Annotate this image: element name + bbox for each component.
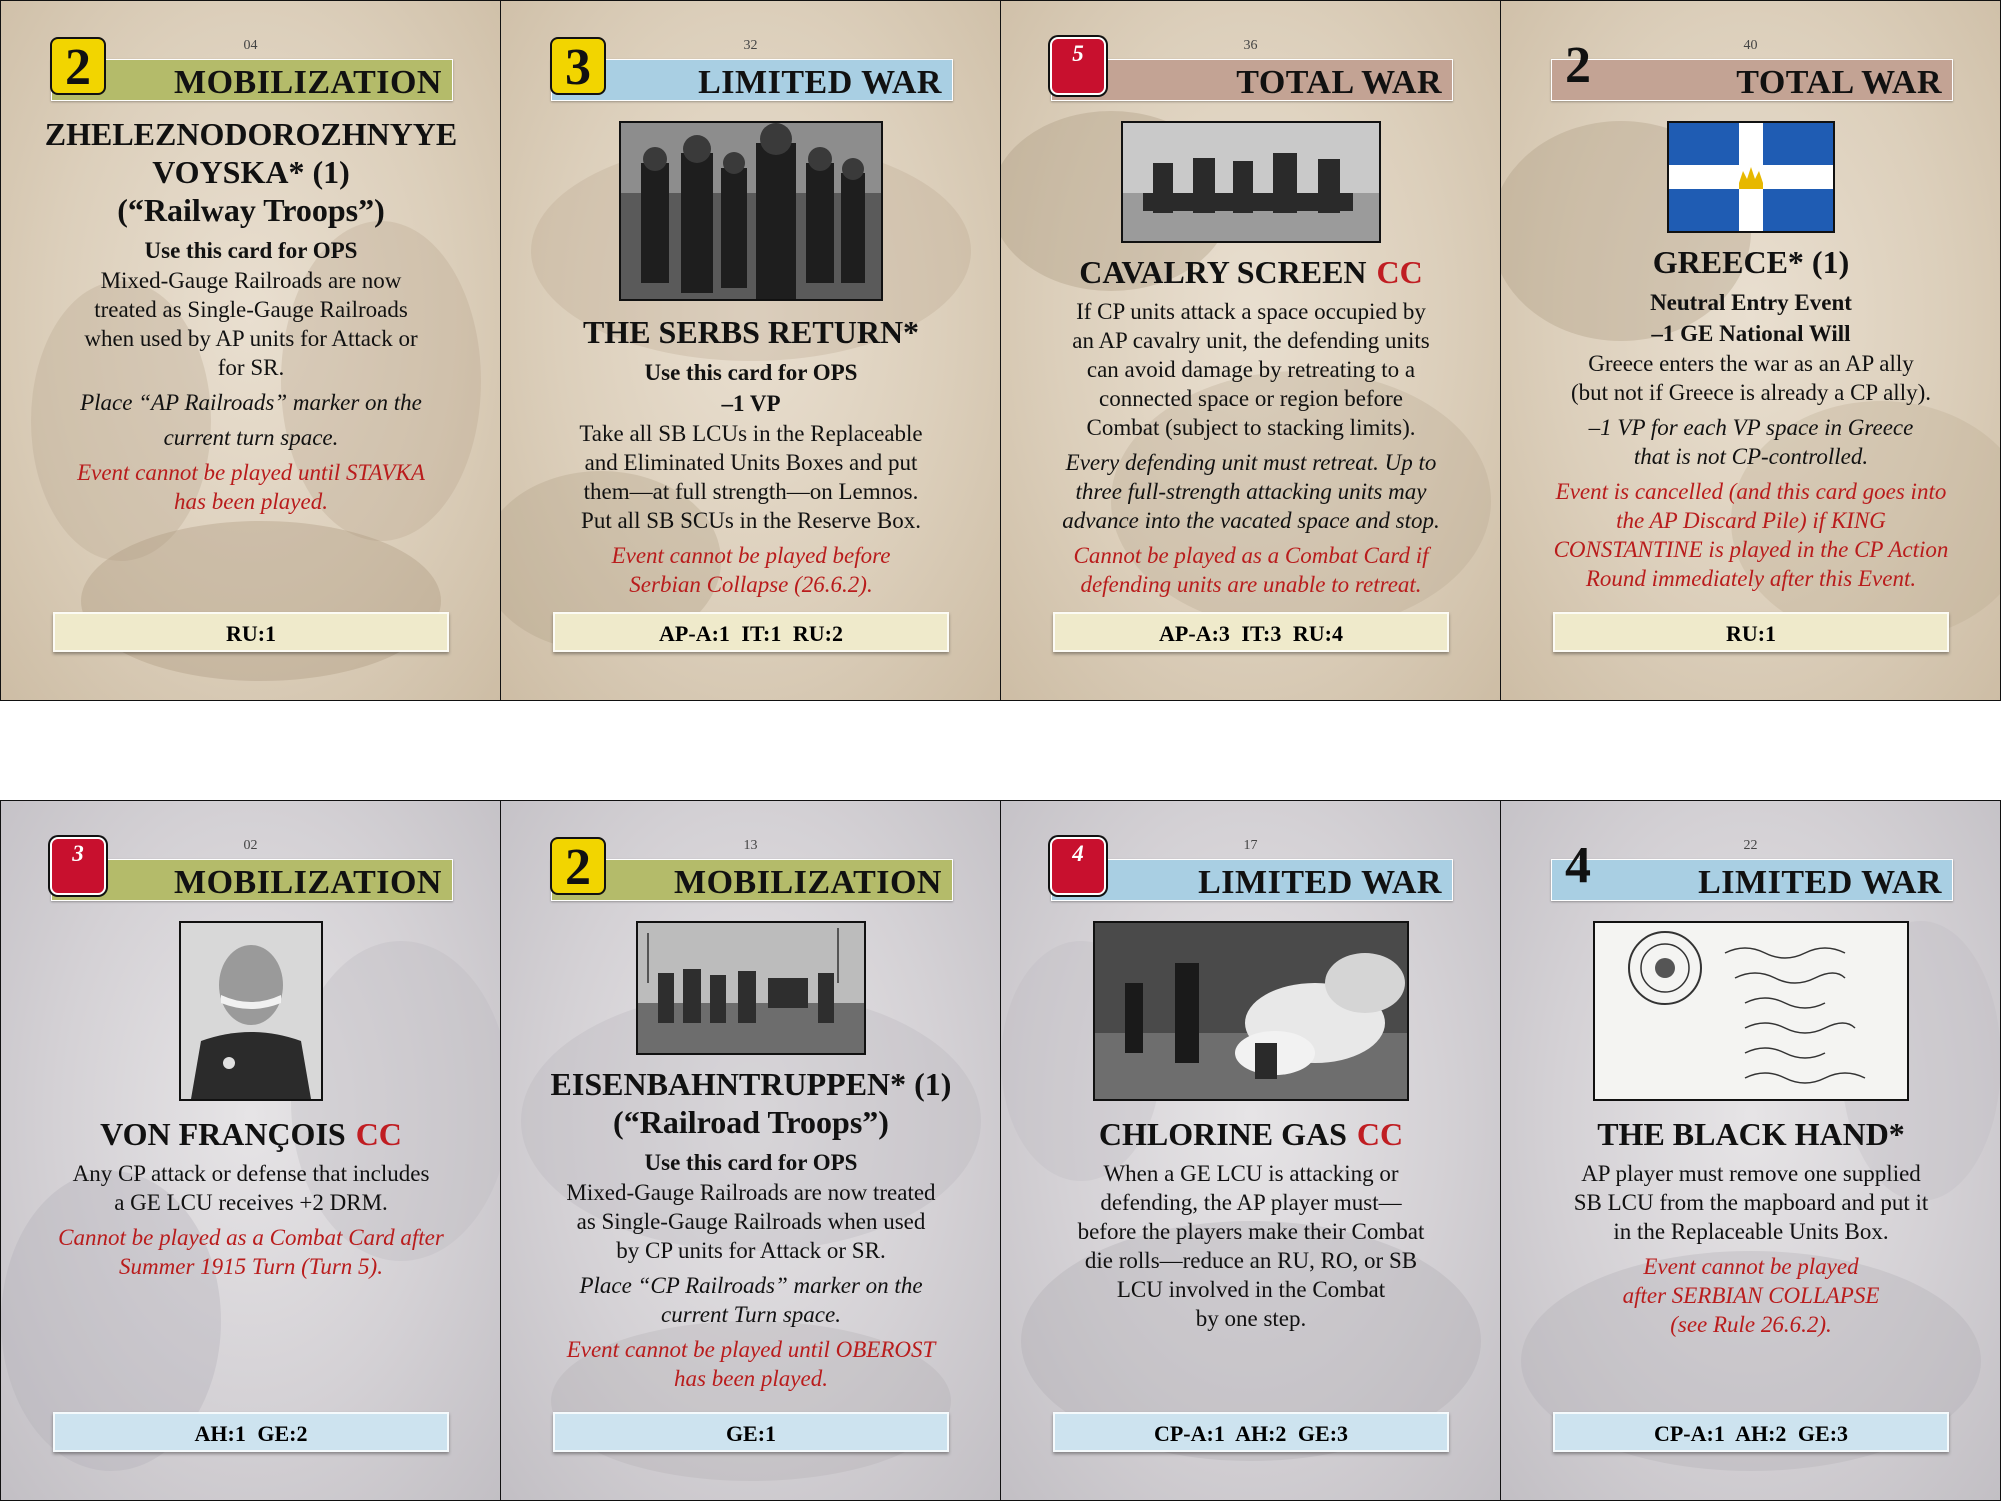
restriction-text-line: CONSTANTINE is played in the CP Action: [1553, 537, 1949, 562]
event-text-line: and Eliminated Units Boxes and put: [584, 450, 918, 475]
ops-only-note: Use this card for OPS: [144, 238, 358, 263]
restriction-text-line: Cannot be played as a Combat Card if: [1073, 543, 1429, 568]
event-text-line: Mixed-Gauge Railroads are now: [100, 268, 402, 293]
restriction-text-line: Summer 1915 Turn (Turn 5).: [119, 1254, 383, 1279]
restriction-text-line: after SERBIAN COLLAPSE: [1622, 1283, 1880, 1308]
card-title: VON FRANÇOIS: [100, 1116, 346, 1152]
vp-line: –1 VP: [721, 391, 781, 416]
card-title: CHLORINE GAS: [1098, 1116, 1347, 1152]
card-text: [1531, 921, 1971, 1339]
gas-release-photo: [1093, 921, 1409, 1101]
restriction-text-line: the AP Discard Pile) if KING: [1616, 508, 1886, 533]
card-text: [531, 121, 971, 599]
ops-only-note: Use this card for OPS: [644, 1150, 858, 1175]
event-text-line: before the players make their Combat: [1077, 1219, 1425, 1244]
era-banner: [1551, 59, 1953, 101]
replacement-footer: AP-A:1 IT:1 RU:2: [553, 612, 949, 652]
restriction-text-line: Event cannot be played: [1643, 1254, 1859, 1279]
combat-card-tag: CC: [355, 1116, 402, 1152]
era-label: LIMITED WAR: [1698, 864, 1942, 901]
italic-text-line: Place “AP Railroads” marker on the: [80, 390, 422, 415]
signed-document: [1593, 921, 1909, 1101]
event-text-line: an AP cavalry unit, the defending units: [1072, 328, 1430, 353]
card-40[interactable]: [1500, 0, 2001, 701]
ops-value-badge: 2: [550, 837, 606, 895]
italic-text-line: current Turn space.: [661, 1302, 841, 1327]
event-text-line: Put all SB SCUs in the Reserve Box.: [581, 508, 921, 533]
card-13[interactable]: [500, 800, 1001, 1501]
event-text-line: by CP units for Attack or SR.: [616, 1238, 886, 1263]
card-text: [1031, 121, 1471, 599]
card-32[interactable]: [500, 0, 1001, 701]
restriction-text-line: Round immediately after this Event.: [1585, 566, 1917, 591]
card-number: 40: [1743, 38, 1758, 53]
event-text-line: as Single-Gauge Railroads when used: [576, 1209, 926, 1234]
event-text-line: Any CP attack or defense that includes: [72, 1161, 430, 1186]
general-portrait: [179, 921, 323, 1101]
restriction-text-line: has been played.: [674, 1366, 828, 1391]
cavalry-photo: [1121, 121, 1381, 243]
era-label: TOTAL WAR: [1736, 64, 1942, 101]
replacement-footer: AP-A:3 IT:3 RU:4: [1053, 612, 1449, 652]
card-title-row: [1031, 1115, 1471, 1153]
card-text: [31, 115, 471, 516]
card-22[interactable]: [1500, 800, 2001, 1501]
combat-card-tag: CC: [1356, 1116, 1404, 1152]
event-text-line: Mixed-Gauge Railroads are now treated: [566, 1180, 936, 1205]
neutral-entry-line: Neutral Entry Event: [1650, 290, 1852, 315]
replacement-footer: RU:1: [1553, 612, 1949, 652]
greek-flag: [1667, 121, 1835, 233]
era-label: TOTAL WAR: [1236, 64, 1442, 101]
event-text-line: SB LCU from the mapboard and put it: [1573, 1190, 1929, 1215]
card-number: 22: [1743, 838, 1758, 853]
restriction-text-line: (see Rule 26.6.2).: [1670, 1312, 1832, 1337]
card-number: 02: [243, 838, 258, 853]
event-text-line: defending, the AP player must—: [1100, 1190, 1402, 1215]
era-label: MOBILIZATION: [174, 64, 442, 101]
railroad-troops-photo: [636, 921, 866, 1055]
replacement-footer: CP-A:1 AH:2 GE:3: [1053, 1412, 1449, 1452]
card-number: 04: [243, 38, 258, 53]
card-title: GREECE* (1): [1652, 244, 1850, 280]
marching-soldiers-photo: [619, 121, 883, 301]
restriction-text-line: defending units are unable to retreat.: [1080, 572, 1422, 597]
era-label: MOBILIZATION: [674, 864, 942, 901]
card-title-line: (“Railway Troops”): [117, 192, 385, 228]
ops-value-badge: 2: [50, 37, 106, 95]
card-text: [31, 921, 471, 1281]
event-text-line: can avoid damage by retreating to a: [1086, 357, 1416, 382]
restriction-text-line: Cannot be played as a Combat Card after: [58, 1225, 444, 1250]
card-number: 17: [1243, 838, 1258, 853]
event-text-line: a GE LCU receives +2 DRM.: [114, 1190, 388, 1215]
era-banner: [51, 59, 453, 101]
ops-value-badge: 2: [1565, 37, 1591, 94]
national-will-line: –1 GE National Will: [1651, 321, 1851, 346]
replacement-footer: CP-A:1 AH:2 GE:3: [1553, 1412, 1949, 1452]
italic-text-line: advance into the vacated space and stop.: [1062, 508, 1440, 533]
card-title-row: [31, 1115, 471, 1153]
ops-value-badge: 3: [50, 837, 106, 895]
card-title-line: VOYSKA* (1): [152, 154, 350, 190]
card-title-line: ZHELEZNODOROZHNYYE: [44, 116, 458, 152]
event-text-line: when used by AP units for Attack or: [84, 326, 418, 351]
replacement-footer: AH:1 GE:2: [53, 1412, 449, 1452]
event-text-line: Greece enters the war as an AP ally: [1588, 351, 1914, 376]
restriction-text-line: Serbian Collapse (26.6.2).: [629, 572, 873, 597]
card-text: [1531, 121, 1971, 593]
event-text-line: them—at full strength—on Lemnos.: [583, 479, 919, 504]
card-title: CAVALRY SCREEN: [1079, 254, 1367, 290]
card-04[interactable]: [0, 0, 501, 701]
event-text-line: connected space or region before: [1099, 386, 1403, 411]
italic-text-line: that is not CP-controlled.: [1633, 444, 1869, 469]
event-text-line: Take all SB LCUs in the Replaceable: [579, 421, 923, 446]
event-text-line: (but not if Greece is already a CP ally).: [1571, 380, 1931, 405]
restriction-text-line: Event cannot be played before: [611, 543, 891, 568]
card-17[interactable]: [1000, 800, 1501, 1501]
italic-text-line: Every defending unit must retreat. Up to: [1065, 450, 1437, 475]
card-title-line: (“Railroad Troops”): [613, 1104, 889, 1140]
card-title-line: EISENBAHNTRUPPEN* (1): [550, 1066, 952, 1102]
event-text-line: for SR.: [217, 355, 285, 380]
ops-value-badge: 4: [1565, 837, 1591, 894]
replacement-footer: GE:1: [553, 1412, 949, 1452]
ops-only-note: Use this card for OPS: [644, 360, 858, 385]
restriction-text-line: Event is cancelled (and this card goes into: [1555, 479, 1947, 504]
italic-text-line: three full-strength attacking units may: [1075, 479, 1427, 504]
italic-text-line: –1 VP for each VP space in Greece: [1588, 415, 1914, 440]
restriction-text-line: Event cannot be played until STAVKA: [77, 460, 425, 485]
era-banner: [1551, 859, 1953, 901]
combat-card-tag: CC: [1376, 254, 1423, 290]
card-text: [531, 921, 971, 1393]
italic-text-line: current turn space.: [163, 425, 339, 450]
event-text-line: AP player must remove one supplied: [1581, 1161, 1921, 1186]
card-number: 13: [743, 838, 758, 853]
era-banner: [551, 59, 953, 101]
event-text-line: When a GE LCU is attacking or: [1103, 1161, 1399, 1186]
restriction-text-line: has been played.: [174, 489, 328, 514]
event-text-line: Combat (subject to stacking limits).: [1086, 415, 1416, 440]
card-title: THE BLACK HAND*: [1597, 1116, 1905, 1152]
card-text: [1031, 921, 1471, 1333]
card-row-ap: [0, 0, 2002, 701]
card-36[interactable]: [1000, 0, 1501, 701]
era-banner: [551, 859, 953, 901]
era-banner: [51, 859, 453, 901]
replacement-footer: RU:1: [53, 612, 449, 652]
card-title-row: [1031, 253, 1471, 291]
restriction-text-line: Event cannot be played until OBEROST: [566, 1337, 936, 1362]
era-label: MOBILIZATION: [174, 864, 442, 901]
italic-text-line: Place “CP Railroads” marker on the: [579, 1273, 923, 1298]
card-number: 32: [743, 38, 758, 53]
era-banner: [1051, 59, 1453, 101]
event-text-line: treated as Single-Gauge Railroads: [94, 297, 408, 322]
card-02[interactable]: [0, 800, 501, 1501]
event-text-line: die rolls—reduce an RU, RO, or SB: [1084, 1248, 1418, 1273]
card-row-cp: [0, 800, 2002, 1501]
card-title: THE SERBS RETURN*: [582, 314, 920, 350]
card-number: 36: [1243, 38, 1258, 53]
event-text-line: LCU involved in the Combat: [1116, 1277, 1386, 1302]
ops-value-badge: 3: [550, 37, 606, 95]
ops-value-badge: 4: [1050, 837, 1106, 895]
era-banner: [1051, 859, 1453, 901]
ops-value-badge: 5: [1050, 37, 1106, 95]
era-label: LIMITED WAR: [698, 64, 942, 101]
era-label: LIMITED WAR: [1198, 864, 1442, 901]
event-text-line: in the Replaceable Units Box.: [1613, 1219, 1889, 1244]
event-text-line: If CP units attack a space occupied by: [1076, 299, 1426, 324]
event-text-line: by one step.: [1195, 1306, 1307, 1331]
